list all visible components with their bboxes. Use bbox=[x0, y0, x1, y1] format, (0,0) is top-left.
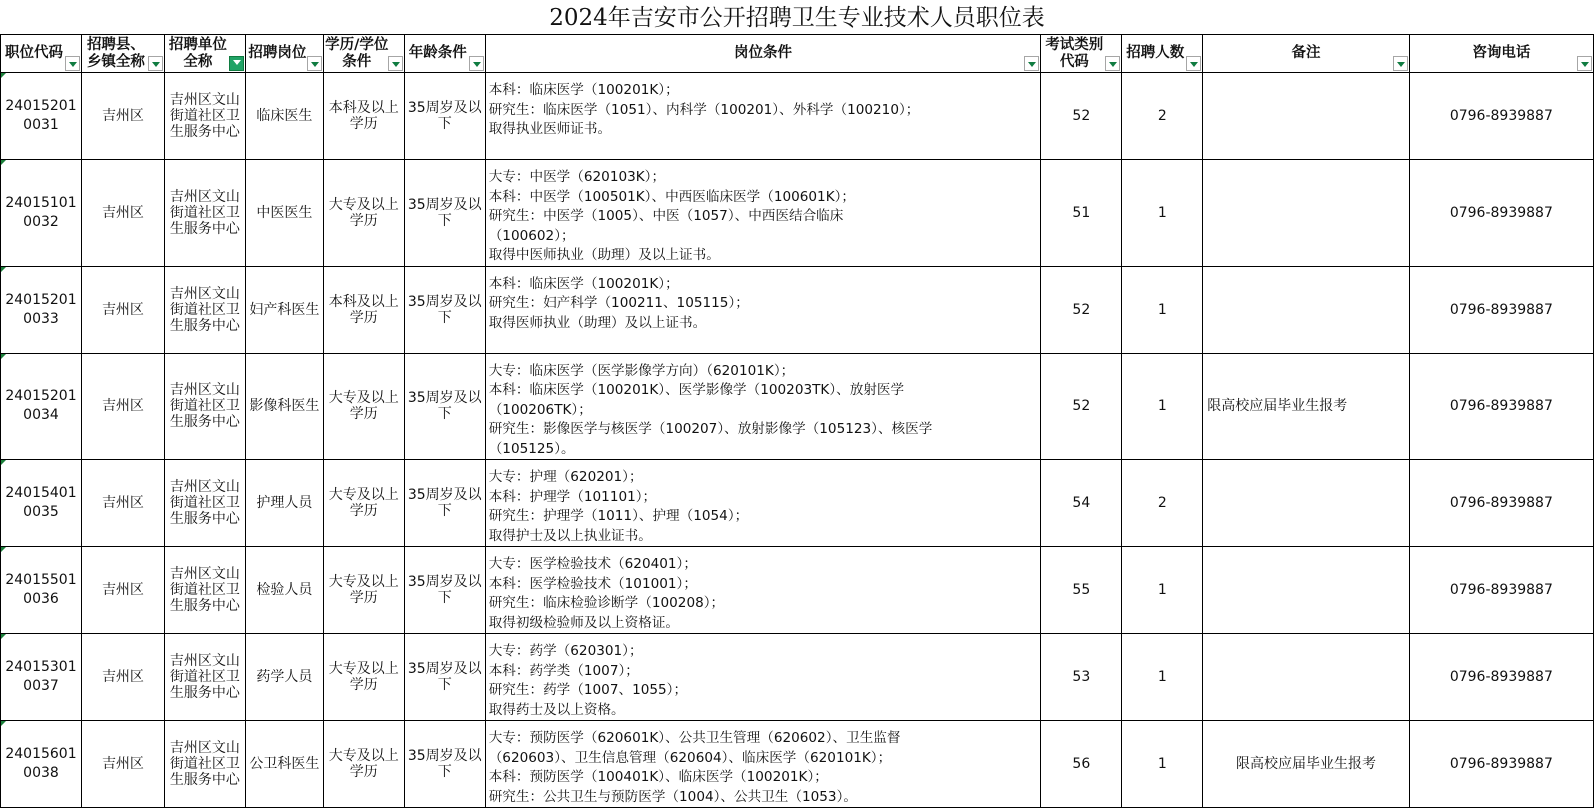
table-row bbox=[1, 266, 1594, 353]
phone-cell[interactable]: 0796-8939887 bbox=[1409, 160, 1593, 267]
unit-cell[interactable]: 吉州区文山街道社区卫生服务中心 bbox=[164, 266, 245, 353]
positions-table bbox=[0, 34, 1594, 808]
count-cell[interactable]: 1 bbox=[1122, 160, 1203, 267]
county-cell[interactable]: 吉州区 bbox=[81, 634, 164, 721]
phone-cell[interactable]: 0796-8939887 bbox=[1409, 266, 1593, 353]
header-label: 招聘单位全称 bbox=[168, 36, 227, 70]
filter-active-icon[interactable] bbox=[229, 56, 244, 71]
count-cell[interactable]: 1 bbox=[1122, 353, 1203, 460]
conditions-cell[interactable]: 本科：临床医学（100201K）； 研究生：妇产科学（100211、105115）； 取得医师执业（助理）及以上证书。 bbox=[485, 266, 1041, 353]
age-cell[interactable]: 35周岁及以下 bbox=[404, 73, 485, 160]
post-cell[interactable]: 临床医生 bbox=[245, 73, 323, 160]
table-row bbox=[1, 547, 1594, 634]
header-position-code[interactable] bbox=[1, 35, 82, 73]
count-cell[interactable]: 2 bbox=[1122, 73, 1203, 160]
position-code-cell[interactable]: 24015501 0036 bbox=[1, 547, 82, 634]
exam-code-cell[interactable]: 56 bbox=[1041, 721, 1122, 808]
phone-cell[interactable]: 0796-8939887 bbox=[1409, 460, 1593, 547]
remarks-cell[interactable]: 限高校应届毕业生报考 bbox=[1203, 721, 1409, 808]
header-remarks[interactable] bbox=[1203, 35, 1409, 73]
education-cell[interactable]: 大专及以上学历 bbox=[323, 547, 404, 634]
post-cell[interactable]: 中医医生 bbox=[245, 160, 323, 267]
post-cell[interactable]: 公卫科医生 bbox=[245, 721, 323, 808]
header-label: 岗位条件 bbox=[734, 45, 793, 61]
education-cell[interactable]: 大专及以上学历 bbox=[323, 634, 404, 721]
education-cell[interactable]: 大专及以上学历 bbox=[323, 460, 404, 547]
header-label: 备注 bbox=[1291, 45, 1321, 61]
header-unit[interactable] bbox=[164, 35, 245, 73]
header-label: 职位代码 bbox=[4, 45, 63, 61]
unit-cell[interactable]: 吉州区文山街道社区卫生服务中心 bbox=[164, 547, 245, 634]
position-code-cell[interactable]: 24015101 0032 bbox=[1, 160, 82, 267]
county-cell[interactable]: 吉州区 bbox=[81, 73, 164, 160]
exam-code-cell[interactable]: 53 bbox=[1041, 634, 1122, 721]
age-cell[interactable]: 35周岁及以下 bbox=[404, 547, 485, 634]
exam-code-cell[interactable]: 52 bbox=[1041, 266, 1122, 353]
sheet-title: 2024年吉安市公开招聘卫生专业技术人员职位表 bbox=[549, 5, 1045, 31]
header-label: 招聘岗位 bbox=[248, 45, 307, 61]
count-cell[interactable]: 1 bbox=[1122, 547, 1203, 634]
phone-cell[interactable]: 0796-8939887 bbox=[1409, 721, 1593, 808]
filter-dropdown-icon[interactable] bbox=[1186, 56, 1201, 71]
exam-code-cell[interactable]: 51 bbox=[1041, 160, 1122, 267]
post-cell[interactable]: 影像科医生 bbox=[245, 353, 323, 460]
count-cell[interactable]: 2 bbox=[1122, 460, 1203, 547]
county-cell[interactable]: 吉州区 bbox=[81, 460, 164, 547]
filter-dropdown-icon[interactable] bbox=[307, 56, 322, 71]
conditions-cell[interactable]: 大专：药学（620301）； 本科：药学类（1007）； 研究生：药学（1007、1055）； 取得药士及以上资格。 bbox=[485, 634, 1041, 721]
education-cell[interactable]: 大专及以上学历 bbox=[323, 721, 404, 808]
phone-cell[interactable]: 0796-8939887 bbox=[1409, 73, 1593, 160]
unit-cell[interactable]: 吉州区文山街道社区卫生服务中心 bbox=[164, 634, 245, 721]
position-code-cell[interactable]: 24015201 0033 bbox=[1, 266, 82, 353]
header-county[interactable] bbox=[81, 35, 164, 73]
filter-dropdown-icon[interactable] bbox=[388, 56, 403, 71]
header-label: 学历/学位条件 bbox=[325, 36, 389, 70]
county-cell[interactable]: 吉州区 bbox=[81, 721, 164, 808]
table-row bbox=[1, 73, 1594, 160]
age-cell[interactable]: 35周岁及以下 bbox=[404, 266, 485, 353]
conditions-cell[interactable]: 本科：临床医学（100201K）； 研究生：临床医学（1051）、内科学（100201）、外科学（100210）； 取得执业医师证书。 bbox=[485, 73, 1041, 160]
header-age[interactable] bbox=[404, 35, 485, 73]
position-code-cell[interactable]: 24015301 0037 bbox=[1, 634, 82, 721]
exam-code-cell[interactable]: 54 bbox=[1041, 460, 1122, 547]
remarks-cell[interactable] bbox=[1203, 634, 1409, 721]
conditions-cell[interactable]: 大专：临床医学（医学影像学方向）（620101K）； 本科：临床医学（100201K）、医学影像学（100203TK）、放射医学 （100206TK）； 研究生：影像医学与核医学（100207）、放射影像学（105123）、核医学 （105125）。 bbox=[485, 353, 1041, 460]
table-row bbox=[1, 721, 1594, 808]
unit-cell[interactable]: 吉州区文山街道社区卫生服务中心 bbox=[164, 353, 245, 460]
exam-code-cell[interactable]: 55 bbox=[1041, 547, 1122, 634]
header-label: 年龄条件 bbox=[408, 45, 467, 61]
header-post[interactable] bbox=[245, 35, 323, 73]
county-cell[interactable]: 吉州区 bbox=[81, 353, 164, 460]
header-exam-code[interactable] bbox=[1041, 35, 1122, 73]
position-code-cell[interactable]: 24015201 0031 bbox=[1, 73, 82, 160]
age-cell[interactable]: 35周岁及以下 bbox=[404, 460, 485, 547]
education-cell[interactable]: 大专及以上学历 bbox=[323, 353, 404, 460]
header-label: 考试类别代码 bbox=[1045, 36, 1104, 70]
conditions-cell[interactable]: 大专：中医学（620103K）； 本科：中医学（100501K）、中西医临床医学（100601K）； 研究生：中医学（1005）、中医（1057）、中西医结合临床 （100602）； 取得中医师执业（助理）及以上证书。 bbox=[485, 160, 1041, 267]
conditions-cell[interactable]: 大专：医学检验技术（620401）； 本科：医学检验技术（101001）； 研究生：临床检验诊断学（100208）； 取得初级检验师及以上资格证。 bbox=[485, 547, 1041, 634]
position-code-cell[interactable]: 24015601 0038 bbox=[1, 721, 82, 808]
filter-dropdown-icon[interactable] bbox=[65, 56, 80, 71]
phone-cell[interactable]: 0796-8939887 bbox=[1409, 634, 1593, 721]
table-row bbox=[1, 353, 1594, 460]
count-cell[interactable]: 1 bbox=[1122, 721, 1203, 808]
exam-code-cell[interactable]: 52 bbox=[1041, 353, 1122, 460]
header-conditions[interactable] bbox=[485, 35, 1041, 73]
header-education[interactable] bbox=[323, 35, 404, 73]
remarks-cell[interactable] bbox=[1203, 547, 1409, 634]
header-row bbox=[1, 35, 1594, 73]
county-cell[interactable]: 吉州区 bbox=[81, 266, 164, 353]
filter-dropdown-icon[interactable] bbox=[1024, 56, 1039, 71]
remarks-cell[interactable] bbox=[1203, 266, 1409, 353]
table-row bbox=[1, 160, 1594, 267]
education-cell[interactable]: 本科及以上学历 bbox=[323, 266, 404, 353]
position-code-cell[interactable]: 24015401 0035 bbox=[1, 460, 82, 547]
count-cell[interactable]: 1 bbox=[1122, 266, 1203, 353]
filter-dropdown-icon[interactable] bbox=[1393, 56, 1408, 71]
county-cell[interactable]: 吉州区 bbox=[81, 547, 164, 634]
age-cell[interactable]: 35周岁及以下 bbox=[404, 353, 485, 460]
filter-dropdown-icon[interactable] bbox=[148, 56, 163, 71]
unit-cell[interactable]: 吉州区文山街道社区卫生服务中心 bbox=[164, 721, 245, 808]
phone-cell[interactable]: 0796-8939887 bbox=[1409, 353, 1593, 460]
remarks-cell[interactable] bbox=[1203, 73, 1409, 160]
conditions-cell[interactable]: 大专：预防医学（620601K）、公共卫生管理（620602）、卫生监督 （620603）、卫生信息管理（620604）、临床医学（620101K）； 本科：预防医学（100401K）、临床医学（100201K）； 研究生：公共卫生与预防医学（1004）、公共卫生（1053）。 bbox=[485, 721, 1041, 808]
table-row bbox=[1, 634, 1594, 721]
age-cell[interactable]: 35周岁及以下 bbox=[404, 721, 485, 808]
filter-dropdown-icon[interactable] bbox=[1577, 56, 1592, 71]
unit-cell[interactable]: 吉州区文山街道社区卫生服务中心 bbox=[164, 73, 245, 160]
count-cell[interactable]: 1 bbox=[1122, 634, 1203, 721]
education-cell[interactable]: 本科及以上学历 bbox=[323, 73, 404, 160]
post-cell[interactable]: 检验人员 bbox=[245, 547, 323, 634]
post-cell[interactable]: 护理人员 bbox=[245, 460, 323, 547]
remarks-cell[interactable]: 限高校应届毕业生报考 bbox=[1203, 353, 1409, 460]
filter-dropdown-icon[interactable] bbox=[1105, 56, 1120, 71]
position-code-cell[interactable]: 24015201 0034 bbox=[1, 353, 82, 460]
table-body bbox=[1, 73, 1594, 808]
filter-dropdown-icon[interactable] bbox=[469, 56, 484, 71]
remarks-cell[interactable] bbox=[1203, 460, 1409, 547]
exam-code-cell[interactable]: 52 bbox=[1041, 73, 1122, 160]
header-label: 招聘人数 bbox=[1126, 45, 1185, 61]
table-row bbox=[1, 460, 1594, 547]
post-cell[interactable]: 药学人员 bbox=[245, 634, 323, 721]
post-cell[interactable]: 妇产科医生 bbox=[245, 266, 323, 353]
phone-cell[interactable]: 0796-8939887 bbox=[1409, 547, 1593, 634]
header-count[interactable] bbox=[1122, 35, 1203, 73]
header-label: 咨询电话 bbox=[1472, 45, 1531, 61]
remarks-cell[interactable] bbox=[1203, 160, 1409, 267]
header-label: 招聘县、乡镇全称 bbox=[86, 36, 145, 70]
conditions-cell[interactable]: 大专：护理（620201）； 本科：护理学（101101）； 研究生：护理学（1011）、护理（1054）； 取得护士及以上执业证书。 bbox=[485, 460, 1041, 547]
header-phone[interactable] bbox=[1409, 35, 1593, 73]
county-cell[interactable]: 吉州区 bbox=[81, 160, 164, 267]
age-cell[interactable]: 35周岁及以下 bbox=[404, 160, 485, 267]
unit-cell[interactable]: 吉州区文山街道社区卫生服务中心 bbox=[164, 460, 245, 547]
age-cell[interactable]: 35周岁及以下 bbox=[404, 634, 485, 721]
unit-cell[interactable]: 吉州区文山街道社区卫生服务中心 bbox=[164, 160, 245, 267]
education-cell[interactable]: 大专及以上学历 bbox=[323, 160, 404, 267]
